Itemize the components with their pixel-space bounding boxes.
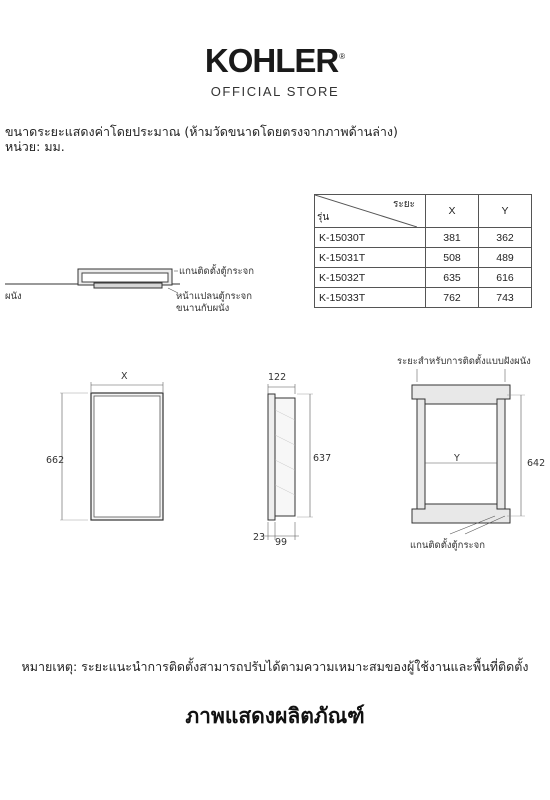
flush-label-2: ขนานกับผนัง [176,303,230,314]
table-row [315,248,532,268]
flush-label-1: หน้าแปลนตู้กระจก [176,291,253,302]
side-height-label: 637 [313,453,332,464]
table-corner-cell [315,195,426,228]
row-x: 762 [426,288,479,308]
row-x: 508 [426,248,479,268]
side-bottom-left-label: 23 [253,532,266,543]
table-row [315,268,532,288]
row-x: 381 [426,228,479,248]
row-model: K-15031T [315,248,426,268]
side-bottom-right-label: 99 [275,537,288,548]
table-row [315,228,532,248]
row-y: 489 [479,248,532,268]
dimension-table [314,194,532,308]
page-title: ภาพแสดงผลิตภัณฑ์ [185,704,365,728]
mount-rod-label: แกนติดตั้งตู้กระจก [410,540,485,551]
row-y: 362 [479,228,532,248]
header-distance: ระยะ [393,199,415,210]
rod-label: แกนติดตั้งตู้กระจก [179,266,254,277]
front-width-label: X [121,371,128,382]
disclaimer-note: ขนาดระยะแสดงค่าโดยประมาณ (ห้ามวัดขนาดโดยตรงจากภาพด้านล่าง) [5,124,398,139]
side-view-drawing [255,380,325,550]
header-y: Y [479,195,532,228]
front-height-label: 662 [46,455,65,466]
row-x: 635 [426,268,479,288]
registered-mark: ® [339,52,346,61]
mount-caption: ระยะสำหรับการติดตั้งแบบฝังผนัง [397,356,531,367]
front-view-drawing [60,370,180,530]
row-model: K-15030T [315,228,426,248]
logo-text: KOHLER [204,42,339,79]
side-depth-label: 122 [268,372,287,383]
wall-label: ผนัง [5,291,22,302]
row-model: K-15032T [315,268,426,288]
mount-height-label: 642 [527,458,546,469]
row-y: 743 [479,288,532,308]
remark-note: หมายเหตุ: ระยะแนะนำการติดตั้งสามารถปรับได้ตามความเหมาะสมของผู้ใช้งานและพื้นที่ติดตั้ง [21,659,529,674]
header-model: รุ่น [317,212,330,223]
mount-view-drawing [395,366,535,546]
top-view-drawing [0,255,300,315]
unit-note: หน่วย: มม. [5,139,65,154]
store-label: OFFICIAL STORE [210,84,340,99]
brand-logo [0,44,550,77]
row-y: 616 [479,268,532,288]
table-row [315,288,532,308]
row-model: K-15033T [315,288,426,308]
mount-inner-label: Y [454,453,460,464]
table-header-row [315,195,532,228]
header-x: X [426,195,479,228]
